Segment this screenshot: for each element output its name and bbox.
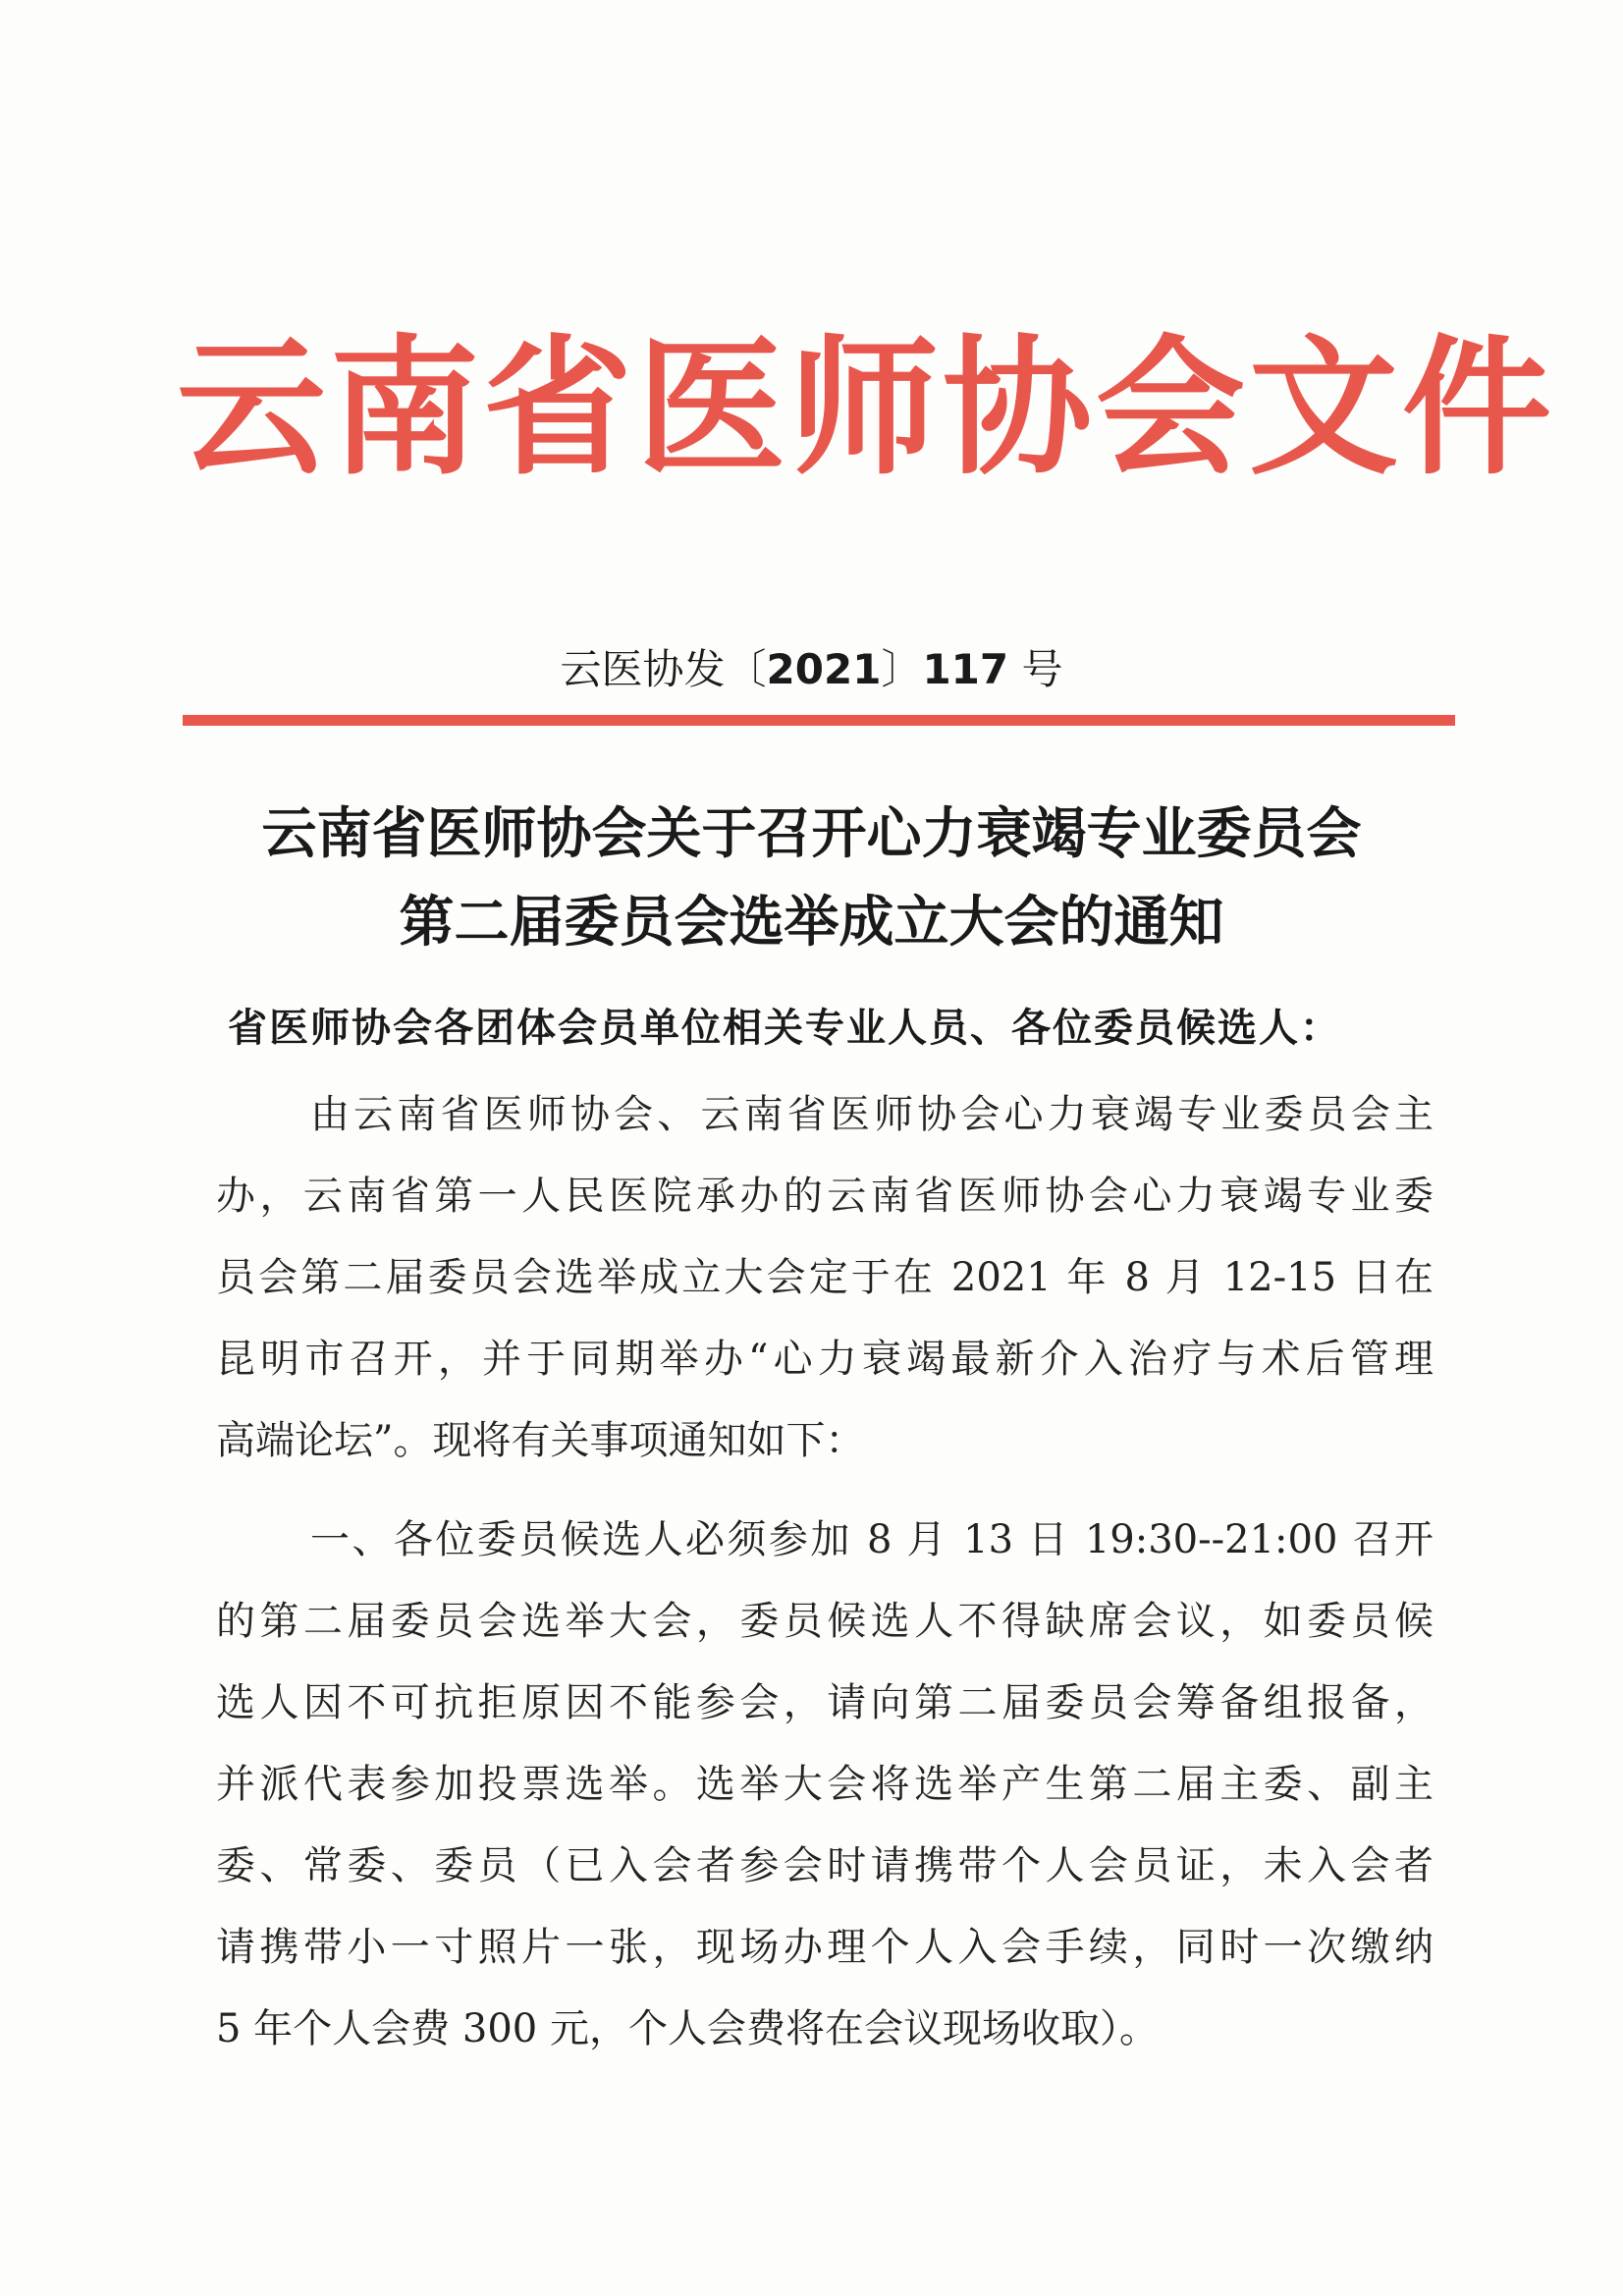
- paragraph-1-line: 高端论坛”。现将有关事项通知如下：: [216, 1418, 865, 1463]
- doc-number-no: 117: [922, 645, 1009, 693]
- paragraph-2-line: 并派代表参加投票选举。选举大会将选举产生第二届主委、副主: [216, 1762, 1434, 1807]
- red-divider-rule: [183, 715, 1455, 726]
- notice-title-line-2: 第二届委员会选举成立大会的通知: [399, 891, 1224, 955]
- paragraph-2-line: 的第二届委员会选举大会，委员候选人不得缺席会议，如委员候: [216, 1599, 1434, 1644]
- salutation: 省医师协会各团体会员单位相关专业人员、各位委员候选人：: [228, 1006, 1341, 1051]
- document-masthead: 云南省医师协会文件: [177, 319, 1555, 495]
- notice-title-line-1: 云南省医师协会关于召开心力衰竭专业委员会: [261, 802, 1362, 866]
- doc-number-prefix: 云医协发〔: [560, 645, 767, 693]
- doc-number-suffix: 号: [1008, 645, 1063, 693]
- paragraph-2-line: 请携带小一寸照片一张，现场办理个人入会手续，同时一次缴纳: [216, 1925, 1434, 1970]
- paragraph-2-line: 选人因不可抗拒原因不能参会，请向第二届委员会筹备组报备，: [216, 1680, 1434, 1725]
- doc-number-mid: 〕: [881, 645, 923, 693]
- paragraph-1-line: 昆明市召开，并于同期举办“心力衰竭最新介入治疗与术后管理: [216, 1337, 1434, 1382]
- paragraph-2-line: 委、常委、委员（已入会者参会时请携带个人会员证，未入会者: [216, 1843, 1434, 1888]
- paragraph-1-line: 员会第二届委员会选举成立大会定于在 2021 年 8 月 12-15 日在: [216, 1255, 1434, 1300]
- paragraph-2-line: 5 年个人会费 300 元，个人会费将在会议现场收取）。: [216, 2006, 1159, 2051]
- paragraph-1-line: 办，云南省第一人民医院承办的云南省医师协会心力衰竭专业委: [216, 1174, 1434, 1219]
- doc-number-year: 2021: [766, 645, 882, 693]
- paragraph-2-line: 一、各位委员候选人必须参加 8 月 13 日 19:30--21:00 召开: [310, 1517, 1434, 1562]
- document-number: [0, 640, 1623, 699]
- paragraph-1-line: 由云南省医师协会、云南省医师协会心力衰竭专业委员会主: [310, 1092, 1434, 1137]
